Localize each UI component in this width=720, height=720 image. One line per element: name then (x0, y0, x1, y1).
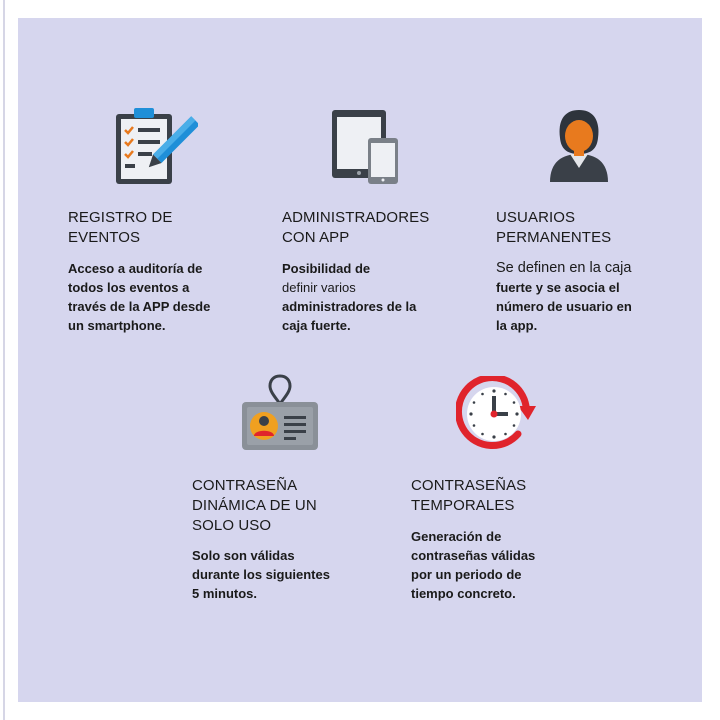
feature-title-administradores: ADMINISTRADORES CON APP (282, 209, 430, 246)
tablet-phone-icon (330, 108, 402, 191)
feature-desc-administradores: Posibilidad de definir varios administradores de la caja fuerte. (282, 261, 417, 333)
feature-desc-contrasena-dinamica: Solo son válidas durante los siguientes 5 minutos. (192, 548, 330, 601)
feature-title-usuarios: USUARIOS PERMANENTES (496, 209, 612, 246)
feature-desc-usuarios: Se definen en la caja fuerte y se asocia el número de usuario en la app. (496, 260, 632, 333)
feature-desc-registro: Acceso a auditoría de todos los eventos a través de la APP desde un smartphone. (68, 261, 211, 333)
user-person-icon (544, 108, 614, 189)
feature-title-contrasena-dinamica: CONTRASEÑA DINÁMICA DE UN SOLO USO (192, 477, 317, 534)
feature-title-contrasenas-temporales: CONTRASEÑAS TEMPORALES (411, 477, 527, 514)
clipboard-checklist-icon (108, 106, 198, 193)
left-border-line (3, 0, 5, 720)
clock-timer-icon (456, 376, 542, 457)
feature-title-registro: REGISTRO DE EVENTOS (68, 209, 173, 246)
features-panel (18, 18, 702, 702)
id-badge-icon (240, 374, 320, 459)
feature-desc-contrasenas-temporales: Generación de contraseñas válidas por un periodo de tiempo concreto. (411, 529, 536, 601)
